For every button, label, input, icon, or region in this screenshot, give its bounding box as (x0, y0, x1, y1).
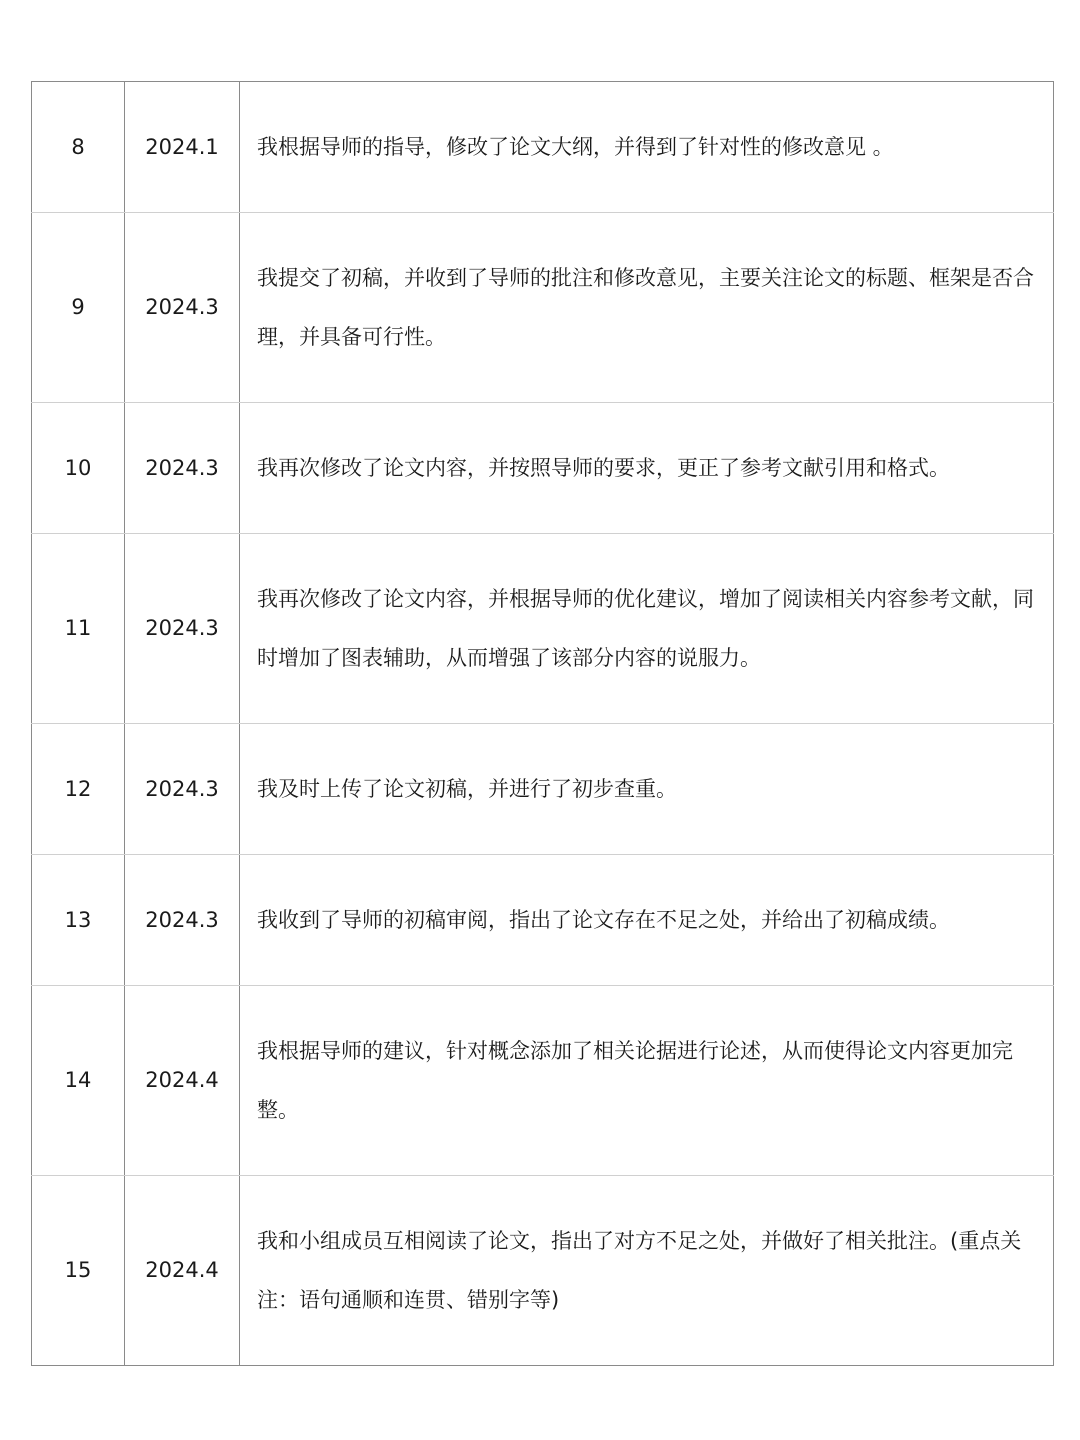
row-date: 2024.4 (125, 1176, 240, 1366)
row-date: 2024.3 (125, 534, 240, 724)
row-date: 2024.1 (125, 82, 240, 213)
row-number: 14 (32, 986, 125, 1176)
row-description: 我再次修改了论文内容，并按照导师的要求，更正了参考文献引用和格式。 (240, 403, 1054, 534)
row-date: 2024.3 (125, 855, 240, 986)
row-number: 13 (32, 855, 125, 986)
table-row (32, 213, 1054, 403)
row-description: 我和小组成员互相阅读了论文，指出了对方不足之处，并做好了相关批注。(重点关注：语句通顺和连贯、错别字等) (257, 1228, 1022, 1312)
progress-log-table (31, 81, 1054, 1366)
table-row (32, 403, 1054, 534)
row-description: 我收到了导师的初稿审阅，指出了论文存在不足之处，并给出了初稿成绩。 (240, 855, 1054, 986)
row-number: 12 (32, 724, 125, 855)
row-date: 2024.3 (125, 213, 240, 403)
row-number: 10 (32, 403, 125, 534)
row-number: 11 (32, 534, 125, 724)
table-row (32, 855, 1054, 986)
row-description: 我再次修改了论文内容，并根据导师的优化建议，增加了阅读相关内容参考文献，同时增加了图表辅助，从而增强了该部分内容的说服力。 (240, 534, 1054, 724)
row-date: 2024.4 (125, 986, 240, 1176)
row-description: 我及时上传了论文初稿，并进行了初步查重。 (240, 724, 1054, 855)
table-row (32, 1176, 1054, 1366)
row-description: 我根据导师的建议，针对概念添加了相关论据进行论述，从而使得论文内容更加完整。 (240, 986, 1054, 1176)
table-row (32, 82, 1054, 213)
row-date: 2024.3 (125, 724, 240, 855)
table-row (32, 724, 1054, 855)
row-description: 我提交了初稿，并收到了导师的批注和修改意见，主要关注论文的标题、框架是否合理，并具备可行性。 (240, 213, 1054, 403)
row-number: 15 (32, 1176, 125, 1366)
row-number: 9 (32, 213, 125, 403)
row-description: 我根据导师的指导，修改了论文大纲，并得到了针对性的修改意见 。 (240, 82, 1054, 213)
table-row (32, 534, 1054, 724)
table-row (32, 986, 1054, 1176)
row-date: 2024.3 (125, 403, 240, 534)
row-number: 8 (32, 82, 125, 213)
